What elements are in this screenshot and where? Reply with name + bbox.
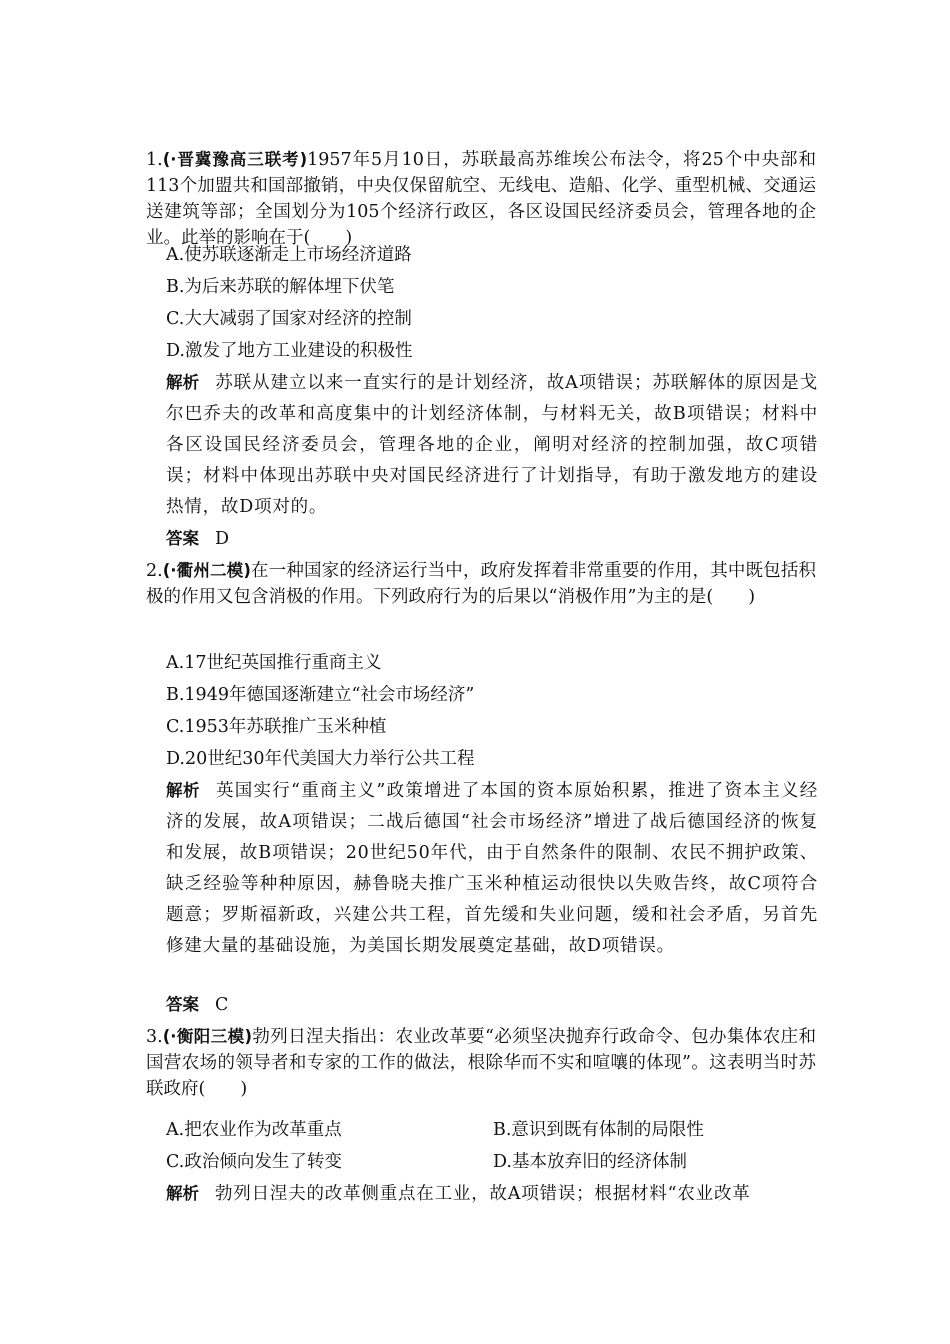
question-2-explain-text: 英国实行“重商主义”政策增进了本国的资本原始积累，推进了资本主义经济的发展，故A项错误；二战后德国“社会市场经济”增进了战后德国经济的恢复和发展，故B项错误；20世纪50年代，由于自然条件的限制、农民不拥护政策、缺乏经验等种种原因，赫鲁晓夫推广玉米种植运动很快以失败告终，故C项符合题意；罗斯福新政，兴建公共工程，首先缓和失业问题，缓和社会矛盾，另首先修建大量的基础设施，为美国长期发展奠定基础，故D项错误。 [166,781,818,956]
question-3-explanation [166,1178,818,1210]
question-3-source: (·衡阳三模) [162,1027,253,1046]
question-1-answer-value: D [215,529,230,549]
question-3-number: 3. [146,1027,163,1047]
question-1-option-a: A.使苏联逐渐走上市场经济道路 [166,245,412,265]
question-2-source: (·衢州二模) [162,561,251,580]
question-2-number: 2. [146,561,163,581]
question-1-text: 1957年5月10日，苏联最高苏维埃公布法令，将25个中央部和113个加盟共和国部撤销，中央仅保留航空、无线电、造船、化学、重型机械、交通运送建筑等部；全国划分为105个经济行政区，各区设国民经济委员会，管理各地的企业。此举的影响在于( ) [146,150,816,248]
question-3-text: 勃列日涅夫指出：农业改革要“必须坚决抛弃行政命令、包办集体农庄和国营农场的领导者和专家的工作的做法，根除华而不实和喧嚷的体现”。这表明当时苏联政府( ) [146,1027,816,1099]
question-2-explain-label: 解析 [166,781,200,800]
question-3-option-a: A.把农业作为改革重点 [166,1120,342,1140]
question-2-option-d: D.20世纪30年代美国大力举行公共工程 [166,749,475,769]
question-2-stem [146,558,816,610]
question-1-option-d: D.激发了地方工业建设的积极性 [166,341,413,361]
question-1-explanation [166,367,818,523]
question-3-option-b: B.意识到既有体制的局限性 [493,1120,704,1140]
question-1-option-c: C.大大减弱了国家对经济的控制 [166,309,412,329]
question-1-explain-label: 解析 [166,373,200,392]
question-1-stem [146,147,816,251]
question-1-number: 1. [146,150,163,170]
question-2-answer-label: 答案 [166,995,199,1014]
question-3-stem [146,1024,816,1102]
question-2-text: 在一种国家的经济运行当中，政府发挥着非常重要的作用，其中既包括积极的作用又包含消极的作用。下列政府行为的后果以“消极作用”为主的是( ) [146,561,816,607]
question-3-option-c: C.政治倾向发生了转变 [166,1152,342,1172]
question-2-option-b: B.1949年德国逐渐建立“社会市场经济” [166,685,475,705]
question-3-explain-label: 解析 [166,1184,199,1203]
question-1-option-b: B.为后来苏联的解体埋下伏笔 [166,277,395,297]
question-2-answer [166,992,228,1018]
question-3-option-d: D.基本放弃旧的经济体制 [493,1152,687,1172]
question-1-explain-text: 苏联从建立以来一直实行的是计划经济，故A项错误；苏联解体的原因是戈尔巴乔夫的改革和高度集中的计划经济体制，与材料无关，故B项错误；材料中各区设国民经济委员会，管理各地的企业，阐明对经济的控制加强，故C项错误；材料中体现出苏联中央对国民经济进行了计划指导，有助于激发地方的建设热情，故D项对的。 [166,373,818,517]
question-2-explanation [166,775,818,962]
question-1-source: (·晋冀豫高三联考) [162,150,308,169]
question-1-answer-label: 答案 [166,529,199,548]
question-2-option-c: C.1953年苏联推广玉米种植 [166,717,387,737]
question-2-answer-value: C [215,995,229,1015]
question-1-answer [166,526,229,552]
question-2-option-a: A.17世纪英国推行重商主义 [166,653,382,673]
question-3-explain-text: 勃列日涅夫的改革侧重点在工业，故A项错误；根据材料“农业改革 [215,1184,751,1204]
